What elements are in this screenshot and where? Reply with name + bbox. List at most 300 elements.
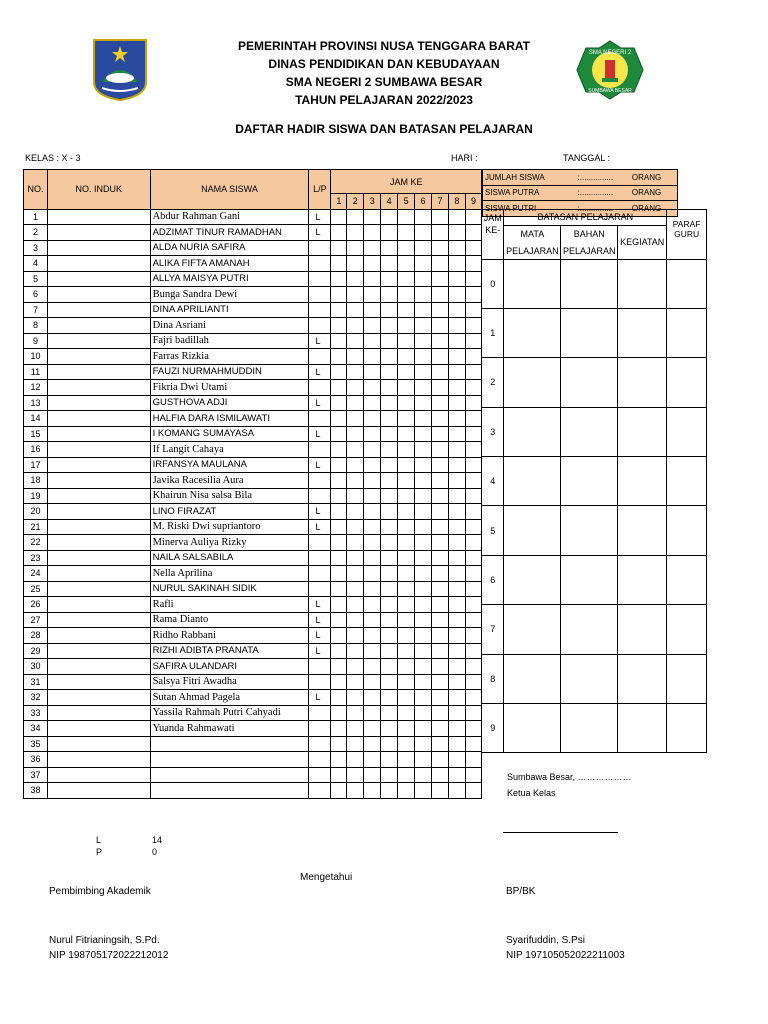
attendance-cell[interactable] <box>331 333 347 349</box>
attendance-cell[interactable] <box>381 690 398 706</box>
attendance-cell[interactable] <box>415 597 432 613</box>
attendance-cell[interactable] <box>347 597 364 613</box>
attendance-cell[interactable] <box>398 612 415 628</box>
attendance-cell[interactable] <box>347 752 364 768</box>
attendance-cell[interactable] <box>381 705 398 721</box>
attendance-cell[interactable] <box>331 442 347 458</box>
attendance-cell[interactable] <box>398 380 415 396</box>
attendance-cell[interactable] <box>398 287 415 303</box>
attendance-cell[interactable] <box>415 659 432 675</box>
attendance-cell[interactable] <box>465 271 481 287</box>
attendance-cell[interactable] <box>331 612 347 628</box>
attendance-cell[interactable] <box>364 612 381 628</box>
no-induk-cell[interactable] <box>47 783 150 799</box>
attendance-cell[interactable] <box>347 566 364 582</box>
no-induk-cell[interactable] <box>47 597 150 613</box>
attendance-cell[interactable] <box>465 721 481 737</box>
attendance-cell[interactable] <box>347 256 364 272</box>
attendance-cell[interactable] <box>381 504 398 520</box>
attendance-cell[interactable] <box>432 364 449 380</box>
attendance-cell[interactable] <box>364 581 381 597</box>
attendance-cell[interactable] <box>381 225 398 241</box>
attendance-cell[interactable] <box>381 783 398 799</box>
attendance-cell[interactable] <box>364 550 381 566</box>
attendance-cell[interactable] <box>448 612 465 628</box>
attendance-cell[interactable] <box>381 721 398 737</box>
attendance-cell[interactable] <box>364 643 381 659</box>
attendance-cell[interactable] <box>465 550 481 566</box>
attendance-cell[interactable] <box>364 426 381 442</box>
attendance-cell[interactable] <box>465 209 481 225</box>
attendance-cell[interactable] <box>347 705 364 721</box>
attendance-cell[interactable] <box>398 225 415 241</box>
attendance-cell[interactable] <box>331 597 347 613</box>
attendance-cell[interactable] <box>432 643 449 659</box>
attendance-cell[interactable] <box>448 426 465 442</box>
attendance-cell[interactable] <box>364 457 381 473</box>
attendance-cell[interactable] <box>398 442 415 458</box>
attendance-cell[interactable] <box>415 504 432 520</box>
kegiatan-cell[interactable] <box>618 407 667 456</box>
attendance-cell[interactable] <box>415 721 432 737</box>
attendance-cell[interactable] <box>465 581 481 597</box>
attendance-cell[interactable] <box>347 225 364 241</box>
mata-pelajaran-cell[interactable] <box>504 605 561 654</box>
attendance-cell[interactable] <box>364 287 381 303</box>
attendance-cell[interactable] <box>364 442 381 458</box>
attendance-cell[interactable] <box>347 504 364 520</box>
attendance-cell[interactable] <box>364 395 381 411</box>
attendance-cell[interactable] <box>465 566 481 582</box>
attendance-cell[interactable] <box>432 395 449 411</box>
attendance-cell[interactable] <box>432 225 449 241</box>
paraf-guru-cell[interactable] <box>667 605 707 654</box>
attendance-cell[interactable] <box>381 674 398 690</box>
attendance-cell[interactable] <box>364 349 381 365</box>
mata-pelajaran-cell[interactable] <box>504 704 561 753</box>
attendance-cell[interactable] <box>381 364 398 380</box>
kegiatan-cell[interactable] <box>618 358 667 407</box>
attendance-cell[interactable] <box>398 736 415 752</box>
bahan-pelajaran-cell[interactable] <box>561 654 618 703</box>
attendance-cell[interactable] <box>364 256 381 272</box>
attendance-cell[interactable] <box>364 783 381 799</box>
bahan-pelajaran-cell[interactable] <box>561 457 618 506</box>
attendance-cell[interactable] <box>432 535 449 551</box>
attendance-cell[interactable] <box>331 287 347 303</box>
attendance-cell[interactable] <box>448 705 465 721</box>
mata-pelajaran-cell[interactable] <box>504 457 561 506</box>
attendance-cell[interactable] <box>381 612 398 628</box>
attendance-cell[interactable] <box>331 705 347 721</box>
attendance-cell[interactable] <box>432 442 449 458</box>
attendance-cell[interactable] <box>347 318 364 334</box>
attendance-cell[interactable] <box>465 302 481 318</box>
attendance-cell[interactable] <box>331 349 347 365</box>
attendance-cell[interactable] <box>448 690 465 706</box>
attendance-cell[interactable] <box>331 783 347 799</box>
no-induk-cell[interactable] <box>47 395 150 411</box>
attendance-cell[interactable] <box>381 736 398 752</box>
attendance-cell[interactable] <box>381 659 398 675</box>
paraf-guru-cell[interactable] <box>667 654 707 703</box>
attendance-cell[interactable] <box>364 504 381 520</box>
attendance-cell[interactable] <box>465 736 481 752</box>
attendance-cell[interactable] <box>364 318 381 334</box>
attendance-cell[interactable] <box>331 473 347 489</box>
attendance-cell[interactable] <box>347 721 364 737</box>
no-induk-cell[interactable] <box>47 628 150 644</box>
attendance-cell[interactable] <box>398 659 415 675</box>
attendance-cell[interactable] <box>331 426 347 442</box>
attendance-cell[interactable] <box>347 612 364 628</box>
attendance-cell[interactable] <box>465 364 481 380</box>
attendance-cell[interactable] <box>432 783 449 799</box>
attendance-cell[interactable] <box>398 550 415 566</box>
attendance-cell[interactable] <box>465 628 481 644</box>
attendance-cell[interactable] <box>331 488 347 504</box>
no-induk-cell[interactable] <box>47 752 150 768</box>
attendance-cell[interactable] <box>448 581 465 597</box>
attendance-cell[interactable] <box>364 302 381 318</box>
attendance-cell[interactable] <box>381 457 398 473</box>
attendance-cell[interactable] <box>432 473 449 489</box>
attendance-cell[interactable] <box>398 504 415 520</box>
kegiatan-cell[interactable] <box>618 704 667 753</box>
attendance-cell[interactable] <box>347 457 364 473</box>
kegiatan-cell[interactable] <box>618 605 667 654</box>
attendance-cell[interactable] <box>415 302 432 318</box>
attendance-cell[interactable] <box>448 442 465 458</box>
attendance-cell[interactable] <box>415 628 432 644</box>
attendance-cell[interactable] <box>347 395 364 411</box>
attendance-cell[interactable] <box>465 519 481 535</box>
attendance-cell[interactable] <box>415 380 432 396</box>
attendance-cell[interactable] <box>331 519 347 535</box>
attendance-cell[interactable] <box>465 597 481 613</box>
kegiatan-cell[interactable] <box>618 506 667 555</box>
attendance-cell[interactable] <box>381 411 398 427</box>
attendance-cell[interactable] <box>364 473 381 489</box>
attendance-cell[interactable] <box>448 333 465 349</box>
attendance-cell[interactable] <box>347 736 364 752</box>
attendance-cell[interactable] <box>364 628 381 644</box>
attendance-cell[interactable] <box>398 581 415 597</box>
no-induk-cell[interactable] <box>47 411 150 427</box>
attendance-cell[interactable] <box>448 473 465 489</box>
attendance-cell[interactable] <box>448 504 465 520</box>
mata-pelajaran-cell[interactable] <box>504 506 561 555</box>
attendance-cell[interactable] <box>432 705 449 721</box>
attendance-cell[interactable] <box>465 674 481 690</box>
attendance-cell[interactable] <box>331 721 347 737</box>
attendance-cell[interactable] <box>364 674 381 690</box>
attendance-cell[interactable] <box>398 488 415 504</box>
attendance-cell[interactable] <box>381 302 398 318</box>
attendance-cell[interactable] <box>364 488 381 504</box>
attendance-cell[interactable] <box>432 674 449 690</box>
no-induk-cell[interactable] <box>47 535 150 551</box>
no-induk-cell[interactable] <box>47 240 150 256</box>
attendance-cell[interactable] <box>415 271 432 287</box>
attendance-cell[interactable] <box>331 628 347 644</box>
attendance-cell[interactable] <box>448 411 465 427</box>
attendance-cell[interactable] <box>465 333 481 349</box>
attendance-cell[interactable] <box>398 473 415 489</box>
attendance-cell[interactable] <box>398 535 415 551</box>
attendance-cell[interactable] <box>415 333 432 349</box>
attendance-cell[interactable] <box>415 767 432 783</box>
attendance-cell[interactable] <box>398 411 415 427</box>
attendance-cell[interactable] <box>432 581 449 597</box>
attendance-cell[interactable] <box>381 581 398 597</box>
attendance-cell[interactable] <box>432 318 449 334</box>
attendance-cell[interactable] <box>381 333 398 349</box>
attendance-cell[interactable] <box>398 395 415 411</box>
attendance-cell[interactable] <box>432 767 449 783</box>
attendance-cell[interactable] <box>448 597 465 613</box>
attendance-cell[interactable] <box>381 442 398 458</box>
paraf-guru-cell[interactable] <box>667 259 707 308</box>
attendance-cell[interactable] <box>448 488 465 504</box>
attendance-cell[interactable] <box>331 566 347 582</box>
attendance-cell[interactable] <box>448 457 465 473</box>
attendance-cell[interactable] <box>381 240 398 256</box>
attendance-cell[interactable] <box>398 426 415 442</box>
attendance-cell[interactable] <box>331 690 347 706</box>
attendance-cell[interactable] <box>432 240 449 256</box>
attendance-cell[interactable] <box>432 411 449 427</box>
attendance-cell[interactable] <box>465 442 481 458</box>
attendance-cell[interactable] <box>415 612 432 628</box>
kegiatan-cell[interactable] <box>618 308 667 357</box>
attendance-cell[interactable] <box>347 674 364 690</box>
no-induk-cell[interactable] <box>47 674 150 690</box>
attendance-cell[interactable] <box>448 659 465 675</box>
attendance-cell[interactable] <box>465 690 481 706</box>
mata-pelajaran-cell[interactable] <box>504 358 561 407</box>
bahan-pelajaran-cell[interactable] <box>561 407 618 456</box>
attendance-cell[interactable] <box>448 721 465 737</box>
attendance-cell[interactable] <box>448 550 465 566</box>
attendance-cell[interactable] <box>364 597 381 613</box>
attendance-cell[interactable] <box>331 318 347 334</box>
attendance-cell[interactable] <box>364 721 381 737</box>
attendance-cell[interactable] <box>331 302 347 318</box>
attendance-cell[interactable] <box>381 519 398 535</box>
attendance-cell[interactable] <box>347 426 364 442</box>
paraf-guru-cell[interactable] <box>667 704 707 753</box>
attendance-cell[interactable] <box>448 674 465 690</box>
attendance-cell[interactable] <box>347 364 364 380</box>
attendance-cell[interactable] <box>398 628 415 644</box>
attendance-cell[interactable] <box>364 240 381 256</box>
attendance-cell[interactable] <box>398 271 415 287</box>
attendance-cell[interactable] <box>465 643 481 659</box>
attendance-cell[interactable] <box>398 333 415 349</box>
attendance-cell[interactable] <box>415 473 432 489</box>
attendance-cell[interactable] <box>398 674 415 690</box>
attendance-cell[interactable] <box>465 240 481 256</box>
attendance-cell[interactable] <box>432 550 449 566</box>
no-induk-cell[interactable] <box>47 690 150 706</box>
attendance-cell[interactable] <box>465 395 481 411</box>
attendance-cell[interactable] <box>381 566 398 582</box>
attendance-cell[interactable] <box>331 225 347 241</box>
attendance-cell[interactable] <box>448 519 465 535</box>
no-induk-cell[interactable] <box>47 504 150 520</box>
no-induk-cell[interactable] <box>47 659 150 675</box>
bahan-pelajaran-cell[interactable] <box>561 704 618 753</box>
mata-pelajaran-cell[interactable] <box>504 407 561 456</box>
attendance-cell[interactable] <box>415 783 432 799</box>
no-induk-cell[interactable] <box>47 271 150 287</box>
attendance-cell[interactable] <box>381 271 398 287</box>
attendance-cell[interactable] <box>398 364 415 380</box>
attendance-cell[interactable] <box>415 550 432 566</box>
attendance-cell[interactable] <box>448 287 465 303</box>
attendance-cell[interactable] <box>415 581 432 597</box>
attendance-cell[interactable] <box>364 736 381 752</box>
attendance-cell[interactable] <box>398 566 415 582</box>
attendance-cell[interactable] <box>448 225 465 241</box>
attendance-cell[interactable] <box>415 457 432 473</box>
attendance-cell[interactable] <box>432 380 449 396</box>
attendance-cell[interactable] <box>448 535 465 551</box>
attendance-cell[interactable] <box>364 767 381 783</box>
attendance-cell[interactable] <box>347 488 364 504</box>
attendance-cell[interactable] <box>398 752 415 768</box>
attendance-cell[interactable] <box>415 519 432 535</box>
attendance-cell[interactable] <box>448 752 465 768</box>
attendance-cell[interactable] <box>465 287 481 303</box>
attendance-cell[interactable] <box>465 752 481 768</box>
paraf-guru-cell[interactable] <box>667 457 707 506</box>
attendance-cell[interactable] <box>398 721 415 737</box>
attendance-cell[interactable] <box>415 643 432 659</box>
attendance-cell[interactable] <box>432 519 449 535</box>
attendance-cell[interactable] <box>432 721 449 737</box>
attendance-cell[interactable] <box>432 349 449 365</box>
no-induk-cell[interactable] <box>47 364 150 380</box>
attendance-cell[interactable] <box>347 628 364 644</box>
attendance-cell[interactable] <box>347 442 364 458</box>
attendance-cell[interactable] <box>398 302 415 318</box>
no-induk-cell[interactable] <box>47 426 150 442</box>
no-induk-cell[interactable] <box>47 225 150 241</box>
attendance-cell[interactable] <box>331 643 347 659</box>
attendance-cell[interactable] <box>364 209 381 225</box>
attendance-cell[interactable] <box>415 287 432 303</box>
attendance-cell[interactable] <box>465 767 481 783</box>
attendance-cell[interactable] <box>415 225 432 241</box>
attendance-cell[interactable] <box>398 256 415 272</box>
attendance-cell[interactable] <box>465 659 481 675</box>
attendance-cell[interactable] <box>347 380 364 396</box>
paraf-guru-cell[interactable] <box>667 506 707 555</box>
attendance-cell[interactable] <box>432 659 449 675</box>
attendance-cell[interactable] <box>331 550 347 566</box>
attendance-cell[interactable] <box>331 395 347 411</box>
attendance-cell[interactable] <box>347 783 364 799</box>
attendance-cell[interactable] <box>398 690 415 706</box>
kegiatan-cell[interactable] <box>618 457 667 506</box>
no-induk-cell[interactable] <box>47 581 150 597</box>
attendance-cell[interactable] <box>381 349 398 365</box>
attendance-cell[interactable] <box>331 380 347 396</box>
attendance-cell[interactable] <box>347 519 364 535</box>
attendance-cell[interactable] <box>347 659 364 675</box>
attendance-cell[interactable] <box>415 442 432 458</box>
no-induk-cell[interactable] <box>47 209 150 225</box>
attendance-cell[interactable] <box>448 271 465 287</box>
attendance-cell[interactable] <box>331 736 347 752</box>
attendance-cell[interactable] <box>364 519 381 535</box>
attendance-cell[interactable] <box>448 566 465 582</box>
attendance-cell[interactable] <box>465 380 481 396</box>
attendance-cell[interactable] <box>432 302 449 318</box>
attendance-cell[interactable] <box>398 767 415 783</box>
attendance-cell[interactable] <box>398 519 415 535</box>
attendance-cell[interactable] <box>432 752 449 768</box>
attendance-cell[interactable] <box>381 287 398 303</box>
attendance-cell[interactable] <box>347 209 364 225</box>
attendance-cell[interactable] <box>448 302 465 318</box>
attendance-cell[interactable] <box>448 209 465 225</box>
attendance-cell[interactable] <box>465 504 481 520</box>
attendance-cell[interactable] <box>331 752 347 768</box>
no-induk-cell[interactable] <box>47 318 150 334</box>
attendance-cell[interactable] <box>347 690 364 706</box>
attendance-cell[interactable] <box>432 504 449 520</box>
attendance-cell[interactable] <box>364 364 381 380</box>
attendance-cell[interactable] <box>448 783 465 799</box>
attendance-cell[interactable] <box>398 705 415 721</box>
attendance-cell[interactable] <box>432 256 449 272</box>
attendance-cell[interactable] <box>364 333 381 349</box>
attendance-cell[interactable] <box>364 535 381 551</box>
attendance-cell[interactable] <box>465 318 481 334</box>
attendance-cell[interactable] <box>415 364 432 380</box>
attendance-cell[interactable] <box>347 643 364 659</box>
no-induk-cell[interactable] <box>47 550 150 566</box>
attendance-cell[interactable] <box>331 411 347 427</box>
attendance-cell[interactable] <box>331 256 347 272</box>
attendance-cell[interactable] <box>465 349 481 365</box>
attendance-cell[interactable] <box>398 318 415 334</box>
attendance-cell[interactable] <box>364 659 381 675</box>
attendance-cell[interactable] <box>347 287 364 303</box>
attendance-cell[interactable] <box>415 318 432 334</box>
attendance-cell[interactable] <box>398 349 415 365</box>
attendance-cell[interactable] <box>465 783 481 799</box>
attendance-cell[interactable] <box>415 395 432 411</box>
no-induk-cell[interactable] <box>47 287 150 303</box>
attendance-cell[interactable] <box>415 705 432 721</box>
attendance-cell[interactable] <box>364 705 381 721</box>
attendance-cell[interactable] <box>331 271 347 287</box>
attendance-cell[interactable] <box>381 426 398 442</box>
no-induk-cell[interactable] <box>47 519 150 535</box>
attendance-cell[interactable] <box>381 550 398 566</box>
attendance-cell[interactable] <box>331 767 347 783</box>
bahan-pelajaran-cell[interactable] <box>561 555 618 604</box>
attendance-cell[interactable] <box>432 566 449 582</box>
attendance-cell[interactable] <box>398 597 415 613</box>
attendance-cell[interactable] <box>415 240 432 256</box>
attendance-cell[interactable] <box>432 426 449 442</box>
attendance-cell[interactable] <box>432 690 449 706</box>
